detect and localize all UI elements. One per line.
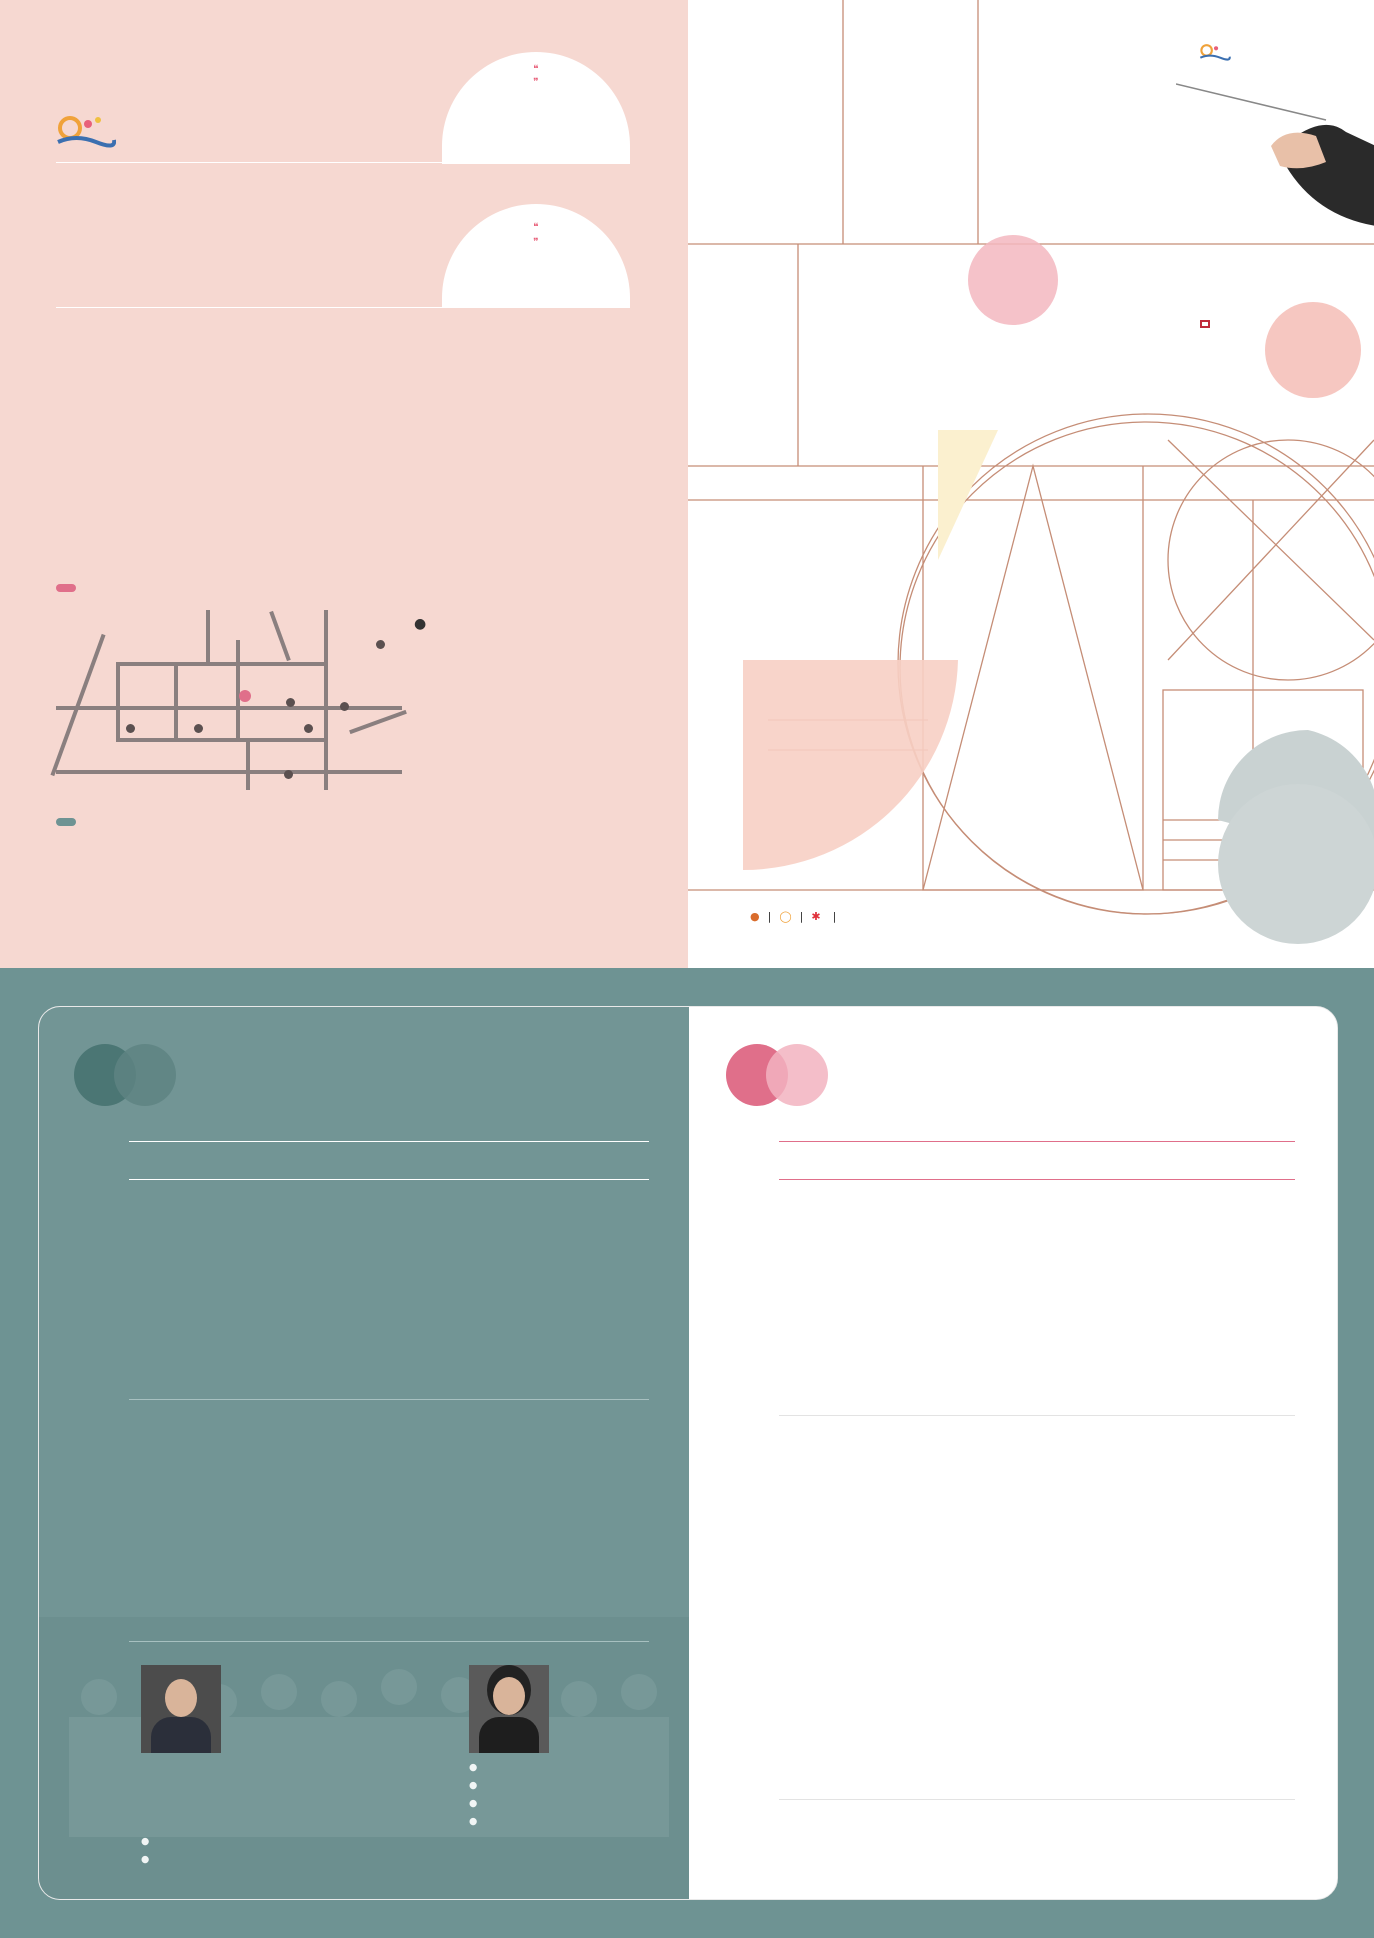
venue-title: ●: [414, 616, 427, 632]
yangcheon-logo-icon: ●: [750, 910, 760, 923]
choir-logo: [1200, 320, 1214, 328]
foundation-logo-icon: [56, 112, 116, 154]
ticket-info: [84, 850, 92, 886]
pianist-item: ●: [469, 1780, 478, 1791]
intro-circles-decoration: [73, 1043, 183, 1109]
divider: [56, 162, 630, 163]
pianist-items: [469, 1759, 679, 1831]
foundation-logo-icon: ◯: [779, 910, 792, 923]
pianist-photo: [469, 1665, 549, 1753]
venue-marker: [239, 690, 251, 702]
ticket-pill: [56, 818, 76, 826]
divider: [56, 307, 630, 308]
content-card: [38, 1006, 1338, 1900]
conductor-photo: [141, 1665, 221, 1753]
interpark-logo-icon: ✱: [811, 910, 821, 923]
poster-footer: ● | ◯ | ✱ |: [750, 910, 837, 923]
foundation-logo: [56, 112, 120, 154]
introduction-section: [39, 1007, 689, 1899]
program-section: [689, 1007, 1337, 1899]
quote-open-icon: ❝: [533, 64, 539, 75]
smc-logo-icon: [1200, 320, 1210, 328]
ticket-discount-row: [84, 868, 92, 886]
bubble-bottom: [442, 204, 630, 308]
quote-close-icon: ❞: [533, 237, 539, 248]
pianist-item: ●: [469, 1798, 478, 1809]
bubble-top: [442, 52, 630, 164]
quote-open-icon: ❝: [533, 222, 539, 233]
poster-foundation-logo: [1198, 42, 1232, 64]
directions-pill: [56, 584, 76, 592]
pianist-item: ●: [469, 1816, 478, 1827]
conductor-hand-image: [1176, 76, 1374, 236]
map: [56, 610, 402, 790]
pianist-item: ●: [469, 1762, 478, 1773]
foundation-panel: [0, 0, 688, 968]
conductor-item: ●: [141, 1854, 150, 1865]
ticket-price-row: [84, 850, 92, 868]
conductor-item: ●: [141, 1836, 150, 1847]
quote-close-icon: ❞: [533, 77, 539, 88]
conductor-items: [141, 1833, 431, 1869]
venue-info: [414, 616, 674, 638]
poster-panel: [688, 0, 1374, 968]
foundation-logo-icon: [1198, 42, 1232, 64]
program-circles-decoration: [725, 1043, 835, 1109]
